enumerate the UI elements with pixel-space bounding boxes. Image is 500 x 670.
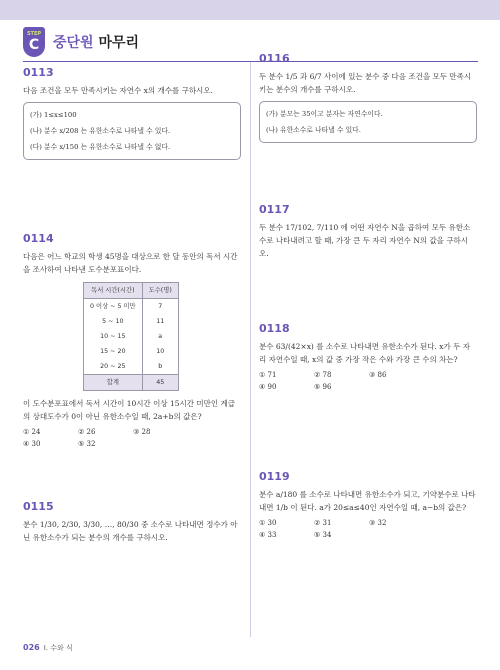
table-cell: 10 ~ 15 (84, 329, 143, 344)
answer-choices (23, 426, 241, 450)
choice-2[interactable]: ② 78 (314, 371, 332, 379)
table-cell: b (142, 359, 178, 375)
table-cell: 0 이상 ~ 5 미만 (84, 299, 143, 315)
question-0117 (259, 203, 477, 260)
choice-2[interactable]: ② 31 (314, 519, 332, 527)
question-text: 두 분수 17/102, 7/110 에 어떤 자연수 N을 곱하여 모두 유한소수로 나타내려고 할 때, 가장 큰 두 자리 자연수 N의 값을 구하시오. (259, 223, 471, 258)
choice-4[interactable]: ④ 90 (259, 383, 277, 391)
section-header (23, 24, 139, 60)
question-0116 (259, 52, 477, 143)
frequency-table (83, 282, 179, 391)
table-row (84, 344, 179, 359)
question-number: 0115 (23, 500, 54, 513)
question-0115 (23, 500, 241, 544)
question-text: 분수 63/(42×x) 를 소수로 나타내면 유한소수가 된다. x가 두 자리 자연수일 때, x의 값 중 가장 작은 수와 가장 큰 수의 차는? (259, 342, 470, 364)
choice-3[interactable]: ③ 32 (369, 519, 387, 527)
table-total-row (84, 375, 179, 391)
table-cell: 10 (142, 344, 178, 359)
question-text: 두 분수 1/5 과 6/7 사이에 있는 분수 중 다음 조건을 모두 만족시키는 분수의 개수를 구하시오. (259, 72, 472, 94)
answer-choices (259, 369, 477, 393)
table-cell: 7 (142, 299, 178, 315)
question-number: 0114 (23, 232, 54, 245)
condition-c: (다) 분수 x/150 는 유한소수로 나타낼 수 없다. (30, 143, 171, 151)
table-cell: 합계 (84, 375, 143, 391)
table-row (84, 329, 179, 344)
question-prompt: 이 도수분포표에서 독서 시간이 10시간 이상 15시간 미만인 계급의 상대도수가 0이 아닌 유한소수일 때, 2a+b의 값은? (23, 399, 236, 421)
section-name: Ⅰ. 수와 식 (43, 644, 73, 652)
question-text: 다음은 어느 학교의 학생 45명을 대상으로 한 달 동안의 독서 시간을 조사하여 나타낸 도수분포표이다. (23, 252, 238, 274)
choice-1[interactable]: ① 24 (23, 428, 41, 436)
choice-5[interactable]: ⑤ 32 (78, 440, 96, 448)
table-header-cell: 도수(명) (142, 283, 178, 299)
choice-5[interactable]: ⑤ 96 (314, 383, 332, 391)
table-cell: a (142, 329, 178, 344)
question-0118 (259, 322, 477, 393)
question-number: 0117 (259, 203, 290, 216)
table-cell: 45 (142, 375, 178, 391)
question-0119 (259, 470, 477, 541)
question-text: 분수 a/180 를 소수로 나타내면 유한소수가 되고, 기약분수로 나타내면 1/b 이 된다. a가 20≤a≤40인 자연수일 때, a−b의 값은? (259, 490, 476, 512)
question-text: 분수 1/30, 2/30, 3/30, …, 80/30 중 소수로 나타내면 정수가 아닌 유한소수가 되는 분수의 개수를 구하시오. (23, 520, 238, 542)
table-header-row (84, 283, 179, 299)
choice-5[interactable]: ⑤ 34 (314, 531, 332, 539)
title-rest: 마무리 (93, 35, 140, 51)
question-number: 0118 (259, 322, 290, 335)
choice-4[interactable]: ④ 33 (259, 531, 277, 539)
answer-choices (259, 517, 477, 541)
question-0113 (23, 66, 241, 160)
question-number: 0113 (23, 66, 54, 79)
choice-3[interactable]: ③ 86 (369, 371, 387, 379)
condition-b: (나) 분수 x/208 는 유한소수로 나타낼 수 있다. (30, 127, 171, 135)
choice-2[interactable]: ② 26 (78, 428, 96, 436)
column-divider (250, 62, 251, 637)
table-row (84, 359, 179, 375)
table-cell: 11 (142, 314, 178, 329)
table-header-cell: 독서 시간(시간) (84, 283, 143, 299)
step-c-badge (23, 27, 45, 57)
conditions-box (23, 102, 241, 160)
page-footer (23, 643, 73, 653)
question-number: 0119 (259, 470, 290, 483)
badge-letter: C (28, 37, 40, 53)
badge-step-label: STEP (26, 31, 42, 37)
choice-1[interactable]: ① 71 (259, 371, 277, 379)
page-number: 026 (23, 643, 40, 652)
section-title (53, 32, 139, 52)
conditions-box (259, 101, 477, 143)
title-accent: 중단원 (53, 35, 94, 51)
table-row (84, 314, 179, 329)
table-row (84, 299, 179, 315)
question-0114 (23, 232, 241, 450)
table-cell: 20 ~ 25 (84, 359, 143, 375)
condition-b: (나) 유한소수로 나타낼 수 있다. (266, 126, 361, 134)
question-text: 다음 조건을 모두 만족시키는 자연수 x의 개수를 구하시오. (23, 86, 213, 95)
condition-a: (가) 분모는 35이고 분자는 자연수이다. (266, 110, 383, 118)
question-number: 0116 (259, 52, 290, 65)
choice-3[interactable]: ③ 28 (133, 428, 151, 436)
table-cell: 5 ~ 10 (84, 314, 143, 329)
condition-a: (가) 1≤x≤100 (30, 111, 77, 119)
top-band (0, 0, 500, 20)
choice-1[interactable]: ① 30 (259, 519, 277, 527)
table-cell: 15 ~ 20 (84, 344, 143, 359)
choice-4[interactable]: ④ 30 (23, 440, 41, 448)
